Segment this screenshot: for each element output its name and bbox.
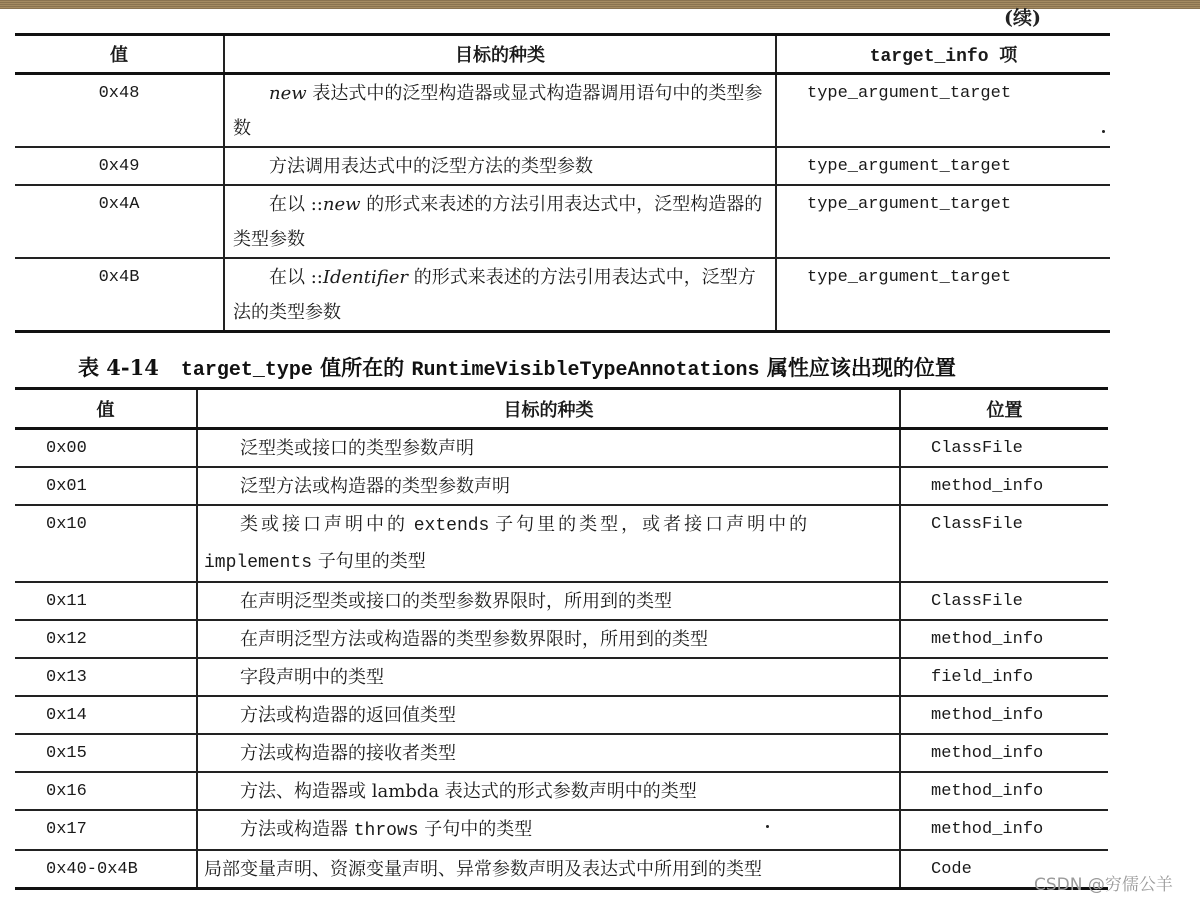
table-row: [15, 810, 1108, 850]
cell-location: method_info: [900, 696, 1108, 734]
cell-kind: 方法调用表达式中的泛型方法的类型参数: [224, 147, 776, 185]
table-row: [15, 429, 1108, 468]
target-type-location-table: [15, 387, 1108, 890]
cell-kind: 在声明泛型方法或构造器的类型参数界限时，所用到的类型: [197, 620, 900, 658]
cell-kind: 类或接口声明中的 extends 子句里的类型，或者接口声明中的 implements 子句里的类型: [197, 505, 900, 582]
cell-location: ClassFile: [900, 505, 1108, 582]
table-caption: 表 4-14 target_type 值所在的 RuntimeVisibleTypeAnnotations 属性应该出现的位置: [78, 355, 956, 382]
table-row: [15, 147, 1110, 185]
cell-location: method_info: [900, 772, 1108, 810]
caption-code-attribute: RuntimeVisibleTypeAnnotations: [411, 359, 760, 382]
table-row: [15, 582, 1108, 620]
table-row: [15, 185, 1110, 258]
cell-kind: 在以 ::new 的形式来表述的方法引用表达式中，泛型构造器的类型参数: [224, 185, 776, 258]
caption-number: 表 4-14: [78, 355, 159, 380]
cell-location: method_info: [900, 467, 1108, 505]
cell-value: 0x4B: [15, 258, 224, 332]
target-info-table: [15, 33, 1110, 333]
header-target-info: target_info 项: [776, 35, 1110, 74]
table-row: [15, 467, 1108, 505]
cell-kind: 方法或构造器 throws 子句中的类型: [197, 810, 900, 850]
cell-value: 0x17: [15, 810, 197, 850]
cell-location: method_info: [900, 810, 1108, 850]
table-row: [15, 850, 1108, 889]
header-target-kind: 目标的种类: [224, 35, 776, 74]
table-header-row: [15, 35, 1110, 74]
cell-value: 0x01: [15, 467, 197, 505]
header-value: 值: [15, 389, 197, 429]
table-row: [15, 696, 1108, 734]
cell-info: type_argument_target: [776, 74, 1110, 148]
table-row: [15, 772, 1108, 810]
table-row: [15, 258, 1110, 332]
cell-location: ClassFile: [900, 582, 1108, 620]
cell-value: 0x11: [15, 582, 197, 620]
continued-label: (续): [1004, 7, 1041, 29]
table-row: [15, 734, 1108, 772]
cell-value: 0x12: [15, 620, 197, 658]
cell-value: 0x15: [15, 734, 197, 772]
cell-location: Code: [900, 850, 1108, 889]
cell-kind: 方法或构造器的接收者类型: [197, 734, 900, 772]
cell-location: field_info: [900, 658, 1108, 696]
table-row: [15, 658, 1108, 696]
cell-value: 0x16: [15, 772, 197, 810]
cell-location: ClassFile: [900, 429, 1108, 468]
table-header-row: [15, 389, 1108, 429]
cell-kind: new 表达式中的泛型构造器或显式构造器调用语句中的类型参数: [224, 74, 776, 148]
cell-kind: 泛型类或接口的类型参数声明: [197, 429, 900, 468]
cell-info: type_argument_target: [776, 258, 1110, 332]
header-location: 位置: [900, 389, 1108, 429]
cell-info: type_argument_target: [776, 147, 1110, 185]
cell-value: 0x40-0x4B: [15, 850, 197, 889]
table-row: [15, 620, 1108, 658]
cell-location: method_info: [900, 734, 1108, 772]
cell-kind: 泛型方法或构造器的类型参数声明: [197, 467, 900, 505]
cell-kind: 字段声明中的类型: [197, 658, 900, 696]
cell-location: method_info: [900, 620, 1108, 658]
header-value: 值: [15, 35, 224, 74]
cell-value: 0x10: [15, 505, 197, 582]
scan-speck: [766, 825, 769, 828]
header-target-kind: 目标的种类: [197, 389, 900, 429]
cell-kind: 在声明泛型类或接口的类型参数界限时，所用到的类型: [197, 582, 900, 620]
cell-value: 0x13: [15, 658, 197, 696]
cell-info: type_argument_target: [776, 185, 1110, 258]
scan-speck: [1102, 130, 1105, 133]
cell-kind: 方法、构造器或 lambda 表达式的形式参数声明中的类型: [197, 772, 900, 810]
cell-value: 0x48: [15, 74, 224, 148]
cell-value: 0x00: [15, 429, 197, 468]
cell-kind: 局部变量声明、资源变量声明、异常参数声明及表达式中所用到的类型: [197, 850, 900, 889]
cell-value: 0x49: [15, 147, 224, 185]
table-row: [15, 74, 1110, 148]
cell-value: 0x4A: [15, 185, 224, 258]
watermark: CSDN @穷儒公羊: [1034, 875, 1173, 895]
cell-kind: 方法或构造器的返回值类型: [197, 696, 900, 734]
caption-code-target-type: target_type: [180, 359, 313, 382]
cell-value: 0x14: [15, 696, 197, 734]
cell-kind: 在以 ::Identifier 的形式来表述的方法引用表达式中，泛型方法的类型参数: [224, 258, 776, 332]
table-row: [15, 505, 1108, 582]
